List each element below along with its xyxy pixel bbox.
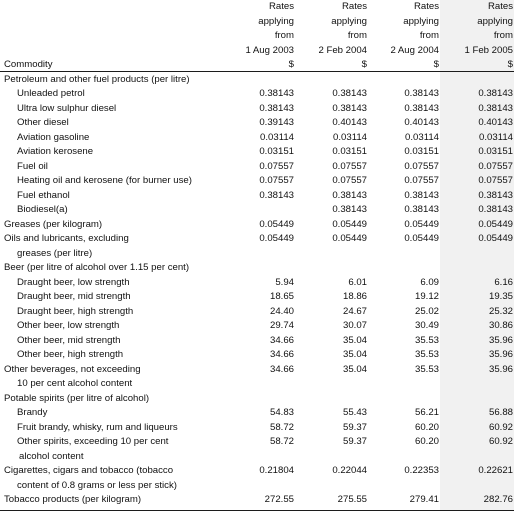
rate-cell: 0.05449 [478,218,513,230]
table-row [0,116,514,131]
column-header-line: $ [288,59,294,71]
rate-cell: 0.38143 [404,204,439,216]
rate-cell: 35.96 [488,349,513,361]
rate-cell: 0.38143 [404,102,439,114]
table-row [0,174,514,189]
header-row [0,44,514,59]
rate-cell: 56.88 [488,407,513,419]
rate-cell [222,247,295,262]
commodity-label: Heating oil and kerosene (for burner use) [17,175,192,187]
rate-cell [222,392,295,407]
commodity-label: content of 0.8 grams or less per stick) [17,479,177,491]
rate-cell: 24.67 [342,305,367,317]
rate-cell: 54.83 [269,407,294,419]
rate-cell: 56.21 [414,407,439,419]
table-row [0,276,514,291]
rate-cell [222,203,295,218]
rate-cell: 35.04 [342,349,367,361]
commodity-label: Other beer, mid strength [17,334,121,346]
header-row [0,15,514,30]
column-header-line: Rates [341,1,367,12]
commodity-label: Other beer, low strength [17,320,120,332]
rate-cell [440,479,514,494]
rate-cell [440,247,514,262]
rate-cell: 282.76 [483,494,513,506]
commodity-label: Cigarettes, cigars and tobacco (tobacco [4,465,174,477]
table-row [0,363,514,378]
rate-cell [368,377,440,392]
rate-cell: 0.38143 [332,204,367,216]
commodity-label: Draught beer, high strength [17,305,134,317]
rate-cell: 0.07557 [404,160,439,172]
table-row [0,131,514,146]
rate-cell: 34.66 [269,363,294,375]
rate-cell: 0.05449 [332,233,367,245]
rate-cell [440,261,514,276]
rate-cell: 6.09 [420,276,439,288]
column-header-line: 1 Aug 2003 [245,44,294,56]
rate-cell: 5.94 [275,276,294,288]
rate-cell [440,450,514,465]
rate-cell: 0.07557 [332,160,367,172]
rate-cell: 0.05449 [259,218,294,230]
header-row [0,29,514,44]
commodity-label: alcohol content [19,450,84,462]
commodity-label: Biodiesel(a) [17,204,68,216]
column-header-line: from [493,30,513,42]
header-blank [0,0,222,15]
column-header-line: $ [507,59,513,71]
rate-cell: 25.32 [488,305,513,317]
rate-cell: 0.03114 [260,131,294,143]
column-header-line: 2 Feb 2004 [318,44,367,56]
rate-cell: 0.03114 [479,131,513,143]
column-header-line: from [274,30,294,42]
table-row [0,464,514,479]
header-blank [0,29,222,44]
rate-cell: 272.55 [264,494,294,506]
column-header-line: $ [361,59,367,71]
rate-cell: 34.66 [269,349,294,361]
table-row [0,334,514,349]
rate-cell: 0.05449 [404,233,439,245]
rate-cell: 0.38143 [332,189,367,201]
commodity-label: Potable spirits (per litre of alcohol) [4,392,150,404]
rate-cell: 0.22353 [404,465,439,477]
table-row [0,145,514,160]
commodity-label: Draught beer, mid strength [17,291,131,303]
rate-cell: 6.01 [348,276,367,288]
rate-cell: 19.35 [488,291,513,303]
rate-cell: 29.74 [269,320,294,332]
rate-cell: 0.38143 [404,88,439,100]
rate-cell: 0.07557 [404,175,439,187]
table-row [0,102,514,117]
commodity-label: Other diesel [17,117,69,129]
rate-cell: 0.22621 [478,465,513,477]
rate-cell: 0.03114 [333,131,367,143]
rate-cell: 58.72 [269,421,294,433]
table-row [0,392,514,407]
column-header-line: 2 Aug 2004 [390,44,439,56]
commodity-label: Fuel ethanol [17,189,70,201]
commodity-label: Aviation gasoline [17,131,90,143]
rate-cell: 35.53 [414,349,439,361]
table-row [0,348,514,363]
rate-cell [222,377,295,392]
rate-cell: 0.38143 [478,204,513,216]
rate-cell [295,261,368,276]
commodity-label: Fuel oil [17,160,48,172]
table-row [0,377,514,392]
header-rule [0,71,514,72]
column-header-line: applying [258,15,294,27]
rate-cell: 35.96 [488,363,513,375]
rate-cell: 25.02 [414,305,439,317]
rate-cell: 0.40143 [332,117,367,129]
rate-cell [368,261,440,276]
rate-cell [295,247,368,262]
rate-cell: 0.38143 [259,88,294,100]
rate-cell [295,377,368,392]
rate-cell: 0.03151 [259,146,294,158]
commodity-label: Unleaded petrol [17,88,85,100]
rate-cell: 0.38143 [259,189,294,201]
rate-cell: 19.12 [414,291,439,303]
rate-cell [222,261,295,276]
commodity-label: Tobacco products (per kilogram) [4,494,142,506]
rate-cell: 0.07557 [478,160,513,172]
rate-cell: 0.05449 [404,218,439,230]
rate-cell [440,392,514,407]
rate-cell: 58.72 [269,436,294,448]
rate-cell: 0.05449 [478,233,513,245]
table-body [0,73,514,508]
rate-cell: 60.20 [414,421,439,433]
rate-cell: 6.16 [494,276,513,288]
rate-cell [368,392,440,407]
rate-cell [295,73,368,88]
commodity-label: Other spirits, exceeding 10 per cent [17,436,169,448]
rate-cell: 59.37 [342,436,367,448]
commodity-label: Brandy [17,407,48,419]
rate-cell [440,377,514,392]
rate-cell: 60.92 [488,421,513,433]
rate-cell: 35.53 [414,334,439,346]
column-header-line: applying [403,15,439,27]
commodity-label: greases (per litre) [17,247,93,259]
table-row [0,493,514,508]
rate-cell: 30.07 [342,320,367,332]
table-header [0,0,514,73]
commodity-label: Greases (per kilogram) [4,218,103,230]
rate-cell [368,73,440,88]
rate-cell: 35.04 [342,334,367,346]
rate-cell: 0.38143 [332,88,367,100]
rate-cell [295,450,368,465]
table-row [0,73,514,88]
rate-cell: 35.53 [414,363,439,375]
column-header-line: 1 Feb 2005 [464,44,513,56]
table-row [0,87,514,102]
column-header-line: applying [331,15,367,27]
rate-cell: 24.40 [269,305,294,317]
column-header-line: applying [477,15,513,27]
column-header-line: from [419,30,439,42]
rate-cell: 0.38143 [478,102,513,114]
rate-cell: 18.65 [269,291,294,303]
table-row [0,247,514,262]
rate-cell [368,247,440,262]
rate-cell: 275.55 [337,494,367,506]
rate-cell: 34.66 [269,334,294,346]
table-row [0,261,514,276]
table-row [0,435,514,450]
table-row [0,203,514,218]
header-blank [0,15,222,30]
table-row [0,189,514,204]
rate-cell: 0.05449 [332,218,367,230]
rate-cell: 0.05449 [259,233,294,245]
rate-cell: 60.92 [488,436,513,448]
commodity-label: 10 per cent alcohol content [17,378,133,390]
rate-cell: 0.03151 [404,146,439,158]
rate-cell [368,450,440,465]
commodity-label: Aviation kerosene [17,146,94,158]
table-row [0,218,514,233]
rate-cell [222,479,295,494]
rate-cell: 0.38143 [404,189,439,201]
column-header-line: from [347,30,367,42]
table-row [0,479,514,494]
commodity-label: Fruit brandy, whisky, rum and liqueurs [17,421,178,433]
commodity-label: Other beverages, not exceeding [4,363,141,375]
commodity-label: Ultra low sulphur diesel [17,102,117,114]
rate-cell: 0.22044 [332,465,367,477]
commodity-label: Oils and lubricants, excluding [4,233,129,245]
rate-cell: 0.38143 [332,102,367,114]
rate-cell: 0.38143 [259,102,294,114]
rate-cell: 279.41 [409,494,439,506]
commodity-label: Draught beer, low strength [17,276,130,288]
rate-cell: 0.03151 [478,146,513,158]
rate-cell [440,73,514,88]
rate-cell: 0.40143 [478,117,513,129]
table-row [0,450,514,465]
rate-cell: 59.37 [342,421,367,433]
rate-cell [368,479,440,494]
rate-cell: 0.38143 [478,88,513,100]
column-header-line: Rates [413,1,439,12]
rate-cell: 55.43 [342,407,367,419]
table-row [0,421,514,436]
rate-cell: 30.49 [414,320,439,332]
rate-cell: 0.39143 [259,117,294,129]
rate-cell: 0.03114 [405,131,439,143]
rate-cell: 0.07557 [259,160,294,172]
rate-cell: 60.20 [414,436,439,448]
table-row [0,232,514,247]
commodity-label: Beer (per litre of alcohol over 1.15 per cent) [4,262,190,274]
rate-cell [222,73,295,88]
column-header-line: Rates [487,1,513,12]
header-blank [0,44,222,59]
table-row [0,160,514,175]
header-row [0,0,514,15]
table-row [0,406,514,421]
rate-cell: 35.04 [342,363,367,375]
rate-cell: 18.86 [342,291,367,303]
table-row [0,290,514,305]
column-header-line: Rates [268,1,294,12]
table-row [0,305,514,320]
column-header-line: $ [433,59,439,71]
commodity-label: Petroleum and other fuel products (per litre) [4,73,190,85]
table-row [0,319,514,334]
rate-cell [295,392,368,407]
rate-cell: 0.07557 [332,175,367,187]
rate-cell: 0.07557 [259,175,294,187]
rate-cell: 0.21804 [259,465,294,477]
rate-cell: 0.03151 [332,146,367,158]
commodity-label: Other beer, high strength [17,349,124,361]
rate-cell: 35.96 [488,334,513,346]
rate-cell: 0.07557 [478,175,513,187]
rate-cell [295,479,368,494]
commodity-header: Commodity [4,59,53,71]
rate-cell: 30.86 [488,320,513,332]
rate-cell: 0.40143 [404,117,439,129]
rate-cell [222,450,295,465]
rate-cell: 0.38143 [478,189,513,201]
